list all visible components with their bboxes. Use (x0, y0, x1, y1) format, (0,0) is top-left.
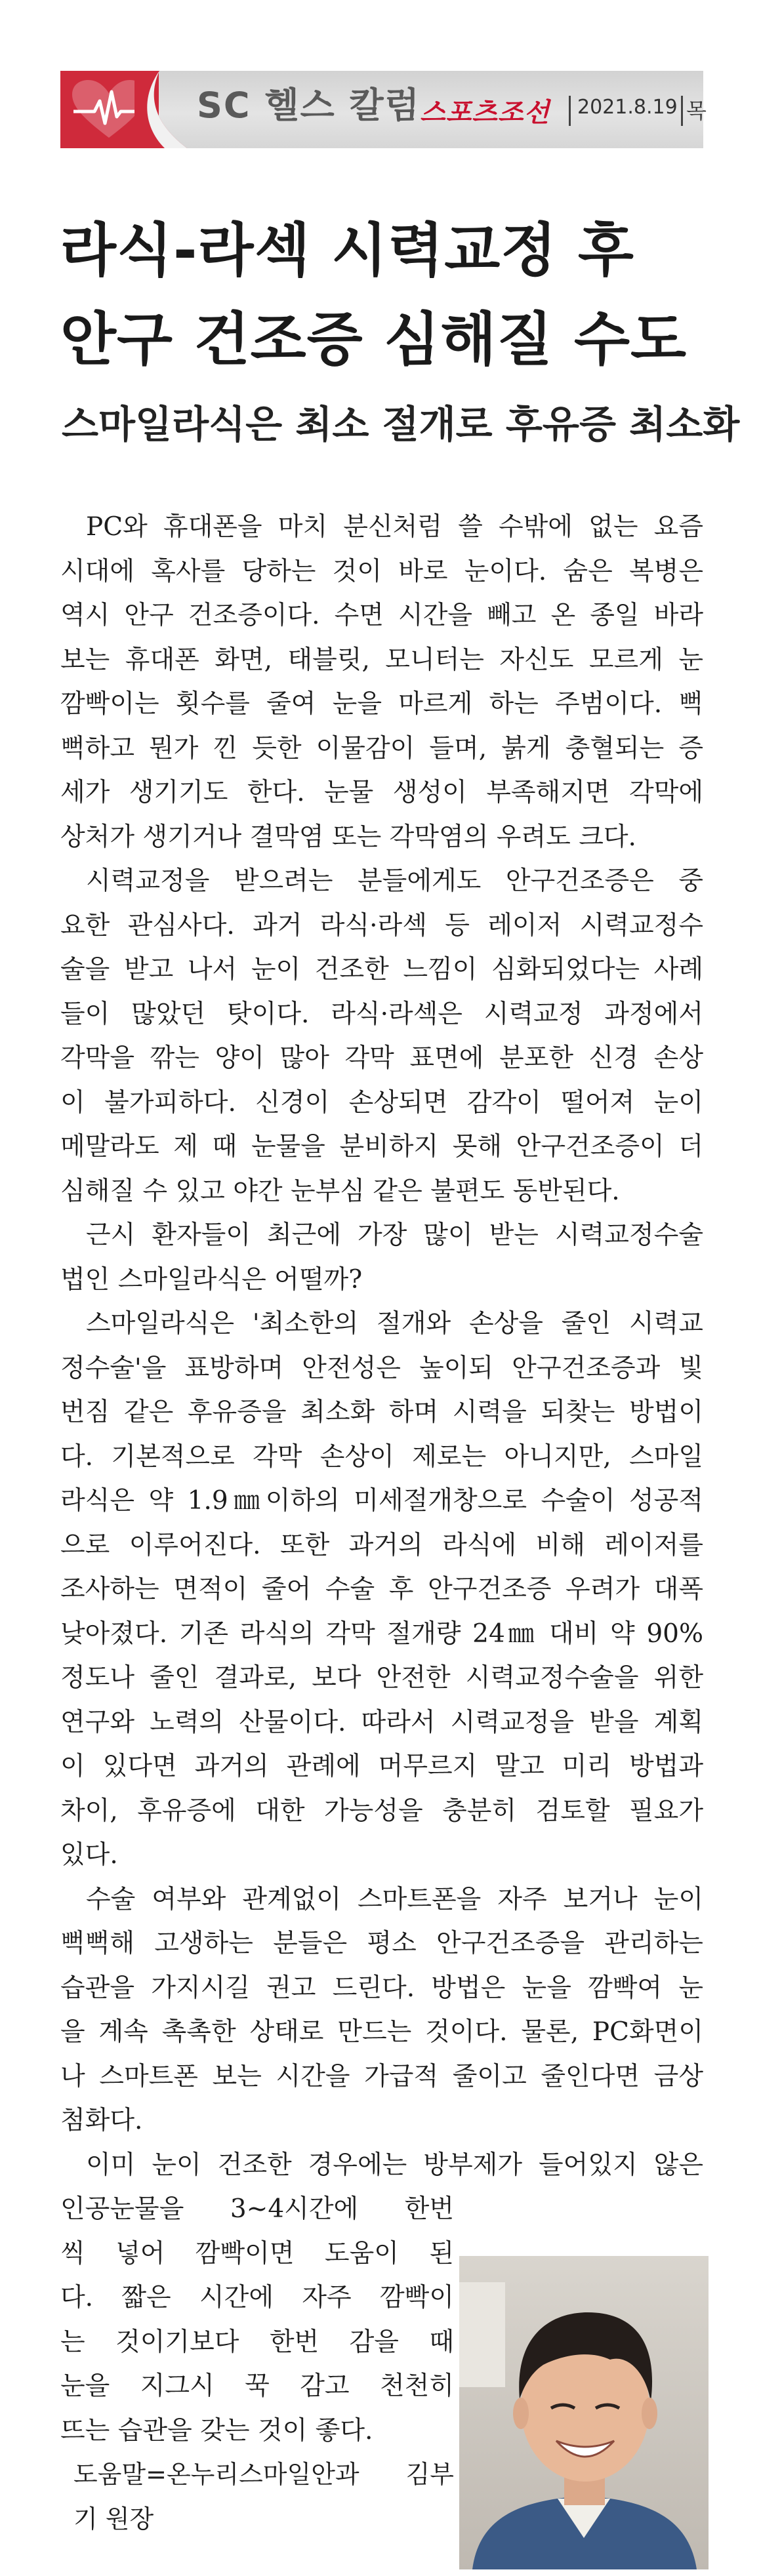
article-body (60, 505, 703, 2541)
body-line: 시대에 혹사를 당하는 것이 바로 눈이다. 숨은 복병은 (60, 556, 703, 586)
body-line: 근시 환자들이 최근에 가장 많이 받는 시력교정수술 (86, 1220, 703, 1250)
body-line: 깜빡이는 횟수를 줄여 눈을 마르게 하는 주범이다. 뻑 (60, 689, 703, 719)
body-line: 조사하는 면적이 줄어 수술 후 안구건조증 우려가 대폭 (60, 1575, 703, 1604)
headline-line-1: 라식-라섹 시력교정 후 (60, 216, 634, 284)
body-line: 인공눈물을 3~4시간에 한번 (60, 2194, 454, 2224)
body-line: 있다. (60, 1840, 118, 1870)
issue-weekday: 목 (686, 98, 707, 123)
body-line: 나 스마트폰 보는 시간을 가급적 줄이고 줄인다면 금상 (60, 2061, 703, 2091)
headline-line-2: 안구 건조증 심해질 수도 (60, 306, 687, 373)
body-line: 시력교정을 받으려는 분들에게도 안구건조증은 중 (86, 866, 703, 896)
body-line: 번짐 같은 후유증을 최소화 하며 시력을 되찾는 방법이 (60, 1398, 703, 1427)
body-line: 들이 많았던 탓이다. 라식·라섹은 시력교정 과정에서 (60, 999, 703, 1029)
body-line: 각막을 깎는 양이 많아 각막 표면에 분포한 신경 손상 (60, 1043, 703, 1073)
body-line: 정수술'을 표방하며 안전성은 높이되 안구건조증과 빛 (60, 1353, 703, 1383)
body-line: 뜨는 습관을 갖는 것이 좋다. (60, 2415, 373, 2445)
body-line: 이미 눈이 건조한 경우에는 방부제가 들어있지 않은 (86, 2150, 703, 2180)
body-line: 정도나 줄인 결과로, 보다 안전한 시력교정수술을 위한 (60, 1663, 703, 1693)
body-line: 는 것이기보다 한번 감을 때 (60, 2327, 454, 2357)
body-line: 뻑하고 뭔가 낀 듯한 이물감이 들며, 붉게 충혈되는 증 (60, 733, 703, 763)
body-line: 법인 스마일라식은 어떨까? (60, 1264, 363, 1295)
body-line: 으로 이루어진다. 또한 과거의 라식에 비해 레이저를 (60, 1530, 703, 1560)
divider (681, 96, 683, 126)
body-line: 스마일라식은 '최소한의 절개와 손상을 줄인 시력교 (86, 1309, 703, 1338)
body-line: 뻑뻑해 고생하는 분들은 평소 안구건조증을 관리하는 (60, 1929, 703, 1958)
newspaper-logo: 스포츠조선 (420, 98, 550, 128)
body-line: 술을 받고 나서 눈이 건조한 느낌이 심화되었다는 사례 (60, 955, 703, 984)
body-line: 이 불가피하다. 신경이 손상되면 감각이 떨어져 눈이 (60, 1087, 703, 1117)
body-line: 눈을 지그시 꾹 감고 천천히 (60, 2371, 454, 2401)
body-line: 요한 관심사다. 과거 라식·라섹 등 레이저 시력교정수 (60, 910, 703, 940)
body-line: PC와 휴대폰을 마치 분신처럼 쓸 수밖에 없는 요즘 (86, 512, 703, 542)
body-line: 상처가 생기거나 결막염 또는 각막염의 우려도 크다. (60, 822, 636, 852)
page-curl (134, 71, 187, 148)
body-line: 수술 여부와 관계없이 스마트폰을 자주 보거나 눈이 (86, 1884, 703, 1914)
body-line: 보는 휴대폰 화면, 태블릿, 모니터는 자신도 모르게 눈 (60, 645, 703, 675)
body-line: 다. 짧은 시간에 자주 깜빡이 (60, 2283, 454, 2312)
subheadline: 스마일라식은 최소 절개로 후유증 최소화 (62, 402, 740, 447)
body-line: 연구와 노력의 산물이다. 따라서 시력교정을 받을 계획 (60, 1707, 703, 1737)
body-line: 다. 기본적으로 각막 손상이 제로는 아니지만, 스마일 (60, 1441, 703, 1472)
body-line: 메말라도 제 때 눈물을 분비하지 못해 안구건조증이 더 (60, 1132, 703, 1161)
doctor-portrait (459, 2256, 709, 2569)
body-line: 을 계속 촉촉한 상태로 만드는 것이다. 물론, PC화면이 (60, 2017, 703, 2047)
photo-caption: 도움말=온누리스마일안과 김부 (73, 2460, 454, 2489)
body-line: 라식은 약 1.9㎜이하의 미세절개창으로 수술이 성공적 (60, 1486, 703, 1516)
issue-date: 2021.8.19 (577, 96, 678, 119)
body-line: 습관을 가지시길 권고 드린다. 방법은 눈을 깜빡여 눈 (60, 1973, 703, 2003)
body-line: 심해질 수 있고 야간 눈부심 같은 불편도 동반된다. (60, 1176, 620, 1206)
body-line: 세가 생기기도 한다. 눈물 생성이 부족해지면 각막에 (60, 778, 703, 807)
divider (569, 96, 571, 126)
body-line: 차이, 후유증에 대한 가능성을 충분히 검토할 필요가 (60, 1796, 703, 1826)
body-line: 씩 넣어 깜빡이면 도움이 된 (60, 2238, 454, 2268)
column-title: SC 헬스 칼럼 (197, 85, 421, 126)
body-line: 역시 안구 건조증이다. 수면 시간을 빼고 온 종일 바라 (60, 601, 703, 630)
body-line: 낮아졌다. 기존 라식의 각막 절개량 24㎜ 대비 약 90% (60, 1619, 703, 1649)
photo-caption: 기 원장 (73, 2504, 154, 2533)
body-line: 이 있다면 과거의 관례에 머무르지 말고 미리 방법과 (60, 1752, 703, 1781)
body-line: 첨화다. (60, 2106, 143, 2135)
